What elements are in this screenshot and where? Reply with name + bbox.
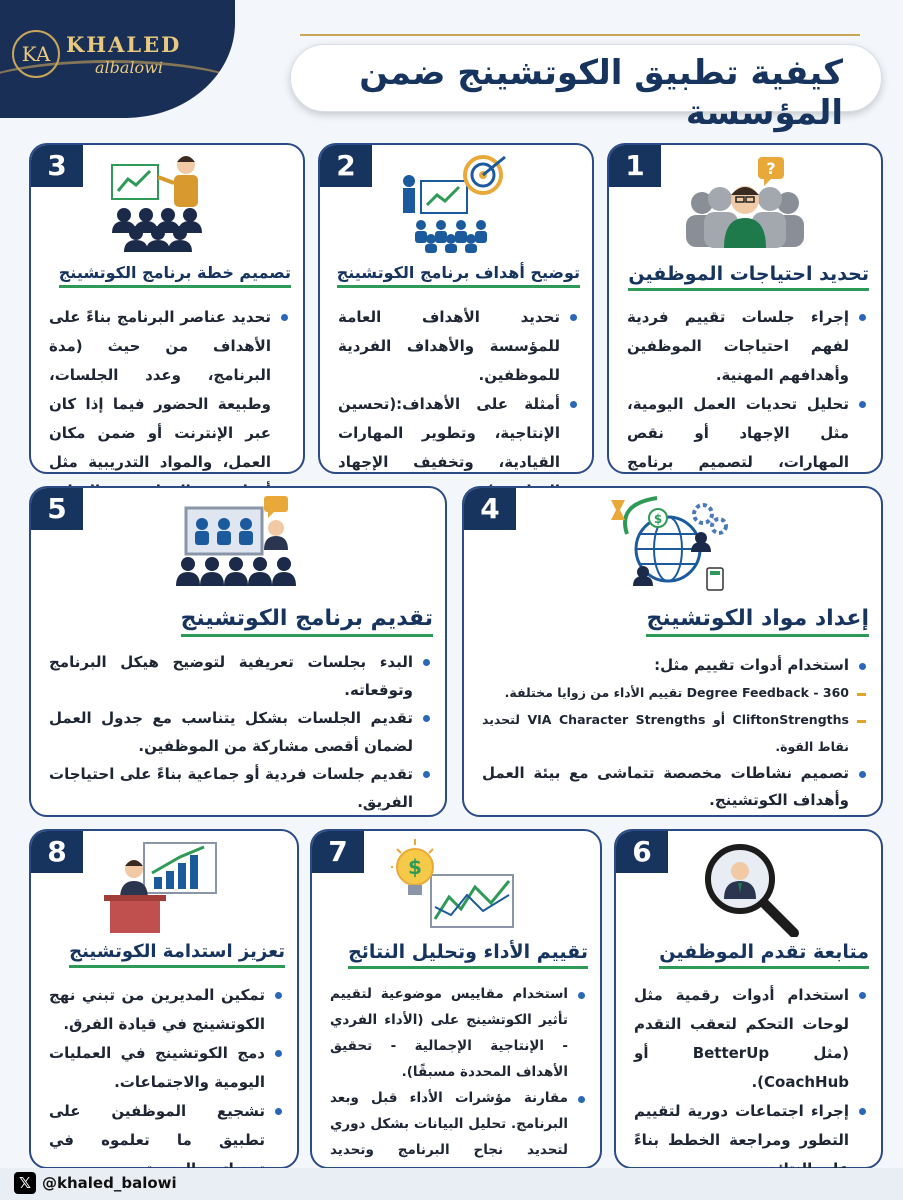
bullet-item: مقارنة مؤشرات الأداء قبل وبعد البرنامج. تحليل البيانات بشكل دوري لتحديد نجاح البرنامج وتحديد [330, 1085, 568, 1189]
bullet-subitem: 360 - Degree Feedback تقييم الأداء من زوايا مختلفة. [482, 679, 849, 706]
brand-monogram: KA [12, 30, 60, 78]
step-title: توضيح أهداف برنامج الكوتشينج [330, 263, 580, 282]
step-card-7 [310, 829, 602, 1169]
step-title: تحديد احتياجات الموظفين [619, 263, 869, 285]
step-title: تقييم الأداء وتحليل النتائج [322, 941, 588, 963]
step-bullets [49, 648, 431, 816]
step-bullets [627, 303, 867, 506]
x-logo-icon[interactable]: 𝕏 [14, 1172, 36, 1194]
step-title: تصميم خطة برنامج الكوتشينج [41, 263, 291, 282]
bullet-item: تحليل تحديات العمل اليومية، مثل الإجهاد أو نقص المهارات، لتصميم برنامج [627, 390, 849, 506]
step-number: 8 [31, 831, 83, 873]
step-number: 6 [616, 831, 668, 873]
bullet-item: تمكين المديرين من تبني نهج الكوتشينج في قيادة الفرق. [49, 981, 265, 1039]
step-card-1 [607, 143, 883, 474]
social-handle-link[interactable]: @khaled_balowi [42, 1174, 177, 1192]
svg-text:$: $ [408, 855, 422, 879]
globe-tools-icon [603, 494, 743, 594]
bullet-item: استخدام مقاييس موضوعية لتقييم تأثير الكوتشينج على (الأداء الفردي - الإنتاجية الإجمالية - تحقيق الأهداف المحددة مسبقًا). [330, 981, 568, 1085]
step-card-5 [29, 486, 447, 817]
bullet-item: تقديم الجلسات بشكل يتناسب مع جدول العمل لضمان أقصى مشاركة من الموظفين. [49, 704, 413, 760]
svg-text:?: ? [766, 159, 776, 178]
step-bullets [482, 652, 867, 814]
step-card-4 [462, 486, 883, 817]
step-bullets [330, 981, 586, 1189]
target-presentation-icon [391, 153, 521, 253]
step-number: 5 [31, 488, 83, 530]
bullet-item: تحديد الأهداف العامة للمؤسسة والأهداف الفردية للموظفين. [338, 303, 560, 390]
step-card-2 [318, 143, 594, 474]
brand-subname: albalowi [95, 58, 163, 77]
title-decoration-line [300, 34, 860, 36]
brand-name: KHALED [66, 32, 182, 57]
money-bulb-chart-icon [391, 837, 521, 937]
step-bullets [634, 981, 867, 1184]
step-title: متابعة تقدم الموظفين [626, 941, 869, 963]
step-bullets [338, 303, 578, 506]
team-question-icon [680, 155, 810, 250]
step-title: إعداد مواد الكوتشينج [474, 606, 869, 631]
bullet-item: تصميم نشاطات مخصصة تتماشى مع بيئة العمل وأهداف الكوتشينج. [482, 760, 849, 814]
bullet-item: تحديد عناصر البرنامج بناءً على الأهداف من حيث (مدة البرنامج، وعدد الجلسات، وطبيعة الحضور فيما إذا كان عبر الإنترنت أو ضمن مكان العمل، والمواد التدريبية مثل [49, 303, 271, 535]
footer [0, 1168, 903, 1200]
page-title: كيفية تطبيق الكوتشينج ضمن المؤسسة [359, 53, 843, 133]
step-number: 7 [312, 831, 364, 873]
bullet-item: إجراء اجتماعات دورية لتقييم التطور ومراجعة الخطط بناءً [634, 1097, 849, 1184]
bullet-item: استخدام أدوات تقييم مثل: [482, 652, 849, 679]
step-card-8 [29, 829, 299, 1169]
step-number: 4 [464, 488, 516, 530]
title-banner [290, 44, 882, 133]
step-number: 3 [31, 145, 83, 187]
svg-text:$: $ [653, 512, 662, 526]
video-meeting-icon [168, 494, 308, 594]
bullet-item: دمج الكوتشينج في العمليات اليومية والاجتماعات. [49, 1039, 265, 1097]
brand-logo [0, 0, 235, 118]
step-title: تقديم برنامج الكوتشينج [41, 606, 433, 631]
bullet-item: إجراء جلسات تقييم فردية لفهم احتياجات الموظفين وأهدافهم المهنية. [627, 303, 849, 390]
magnifier-person-icon [694, 837, 804, 937]
step-number: 1 [609, 145, 661, 187]
trainer-audience-icon [102, 153, 232, 253]
step-number: 2 [320, 145, 372, 187]
step-title: تعزيز استدامة الكوتشينج [41, 941, 285, 962]
step-card-6 [614, 829, 883, 1169]
step-bullets [49, 981, 283, 1184]
bullet-item: أمثلة على الأهداف:(تحسين الإنتاجية، وتطوير المهارات القيادية، وتخفيف الإجهاد [338, 390, 560, 506]
bullet-item: البدء بجلسات تعريفية لتوضيح هيكل البرنامج وتوقعاته. [49, 648, 413, 704]
speaker-growth-chart-icon [104, 839, 224, 935]
bullet-subitem: CliftonStrengths أو VIA Character Strengths لتحديد نقاط القوة. [482, 706, 849, 760]
bullet-item: تشجيع الموظفين على تطبيق ما تعلموه في [49, 1097, 265, 1184]
step-card-3 [29, 143, 305, 474]
bullet-item: استخدام أدوات رقمية مثل لوحات التحكم لتعقب التقدم (مثل BetterUp أو CoachHub). [634, 981, 849, 1097]
bullet-item: تقديم جلسات فردية أو جماعية بناءً على احتياجات الفريق. [49, 760, 413, 816]
